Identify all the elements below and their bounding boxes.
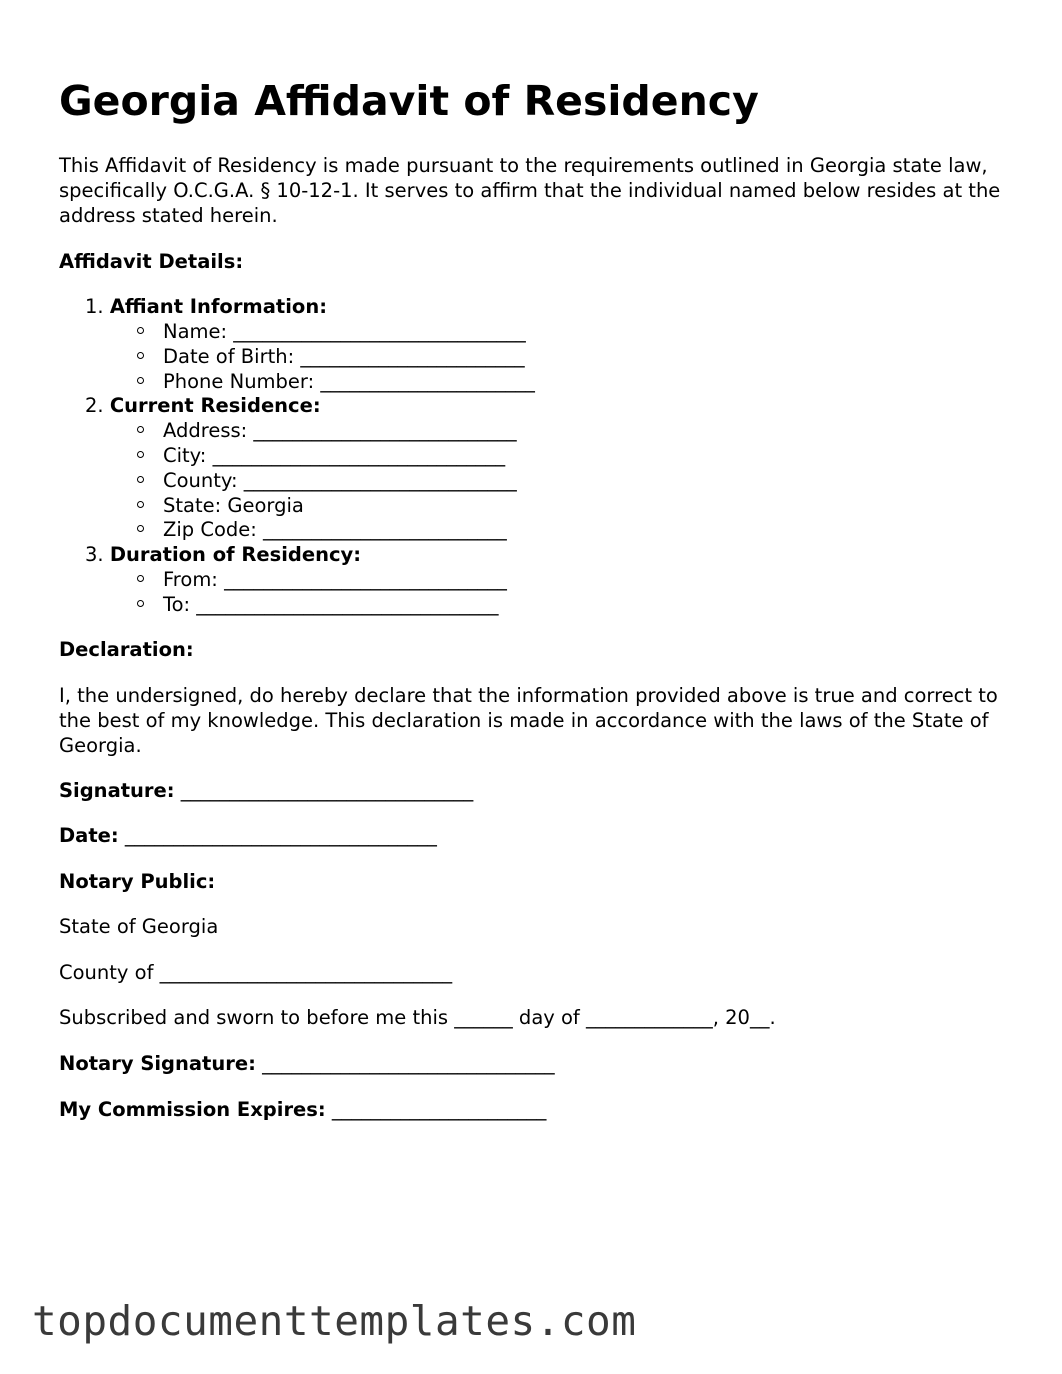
field-text: Zip Code: _________________________ (163, 518, 507, 541)
circle-bullet-icon (137, 451, 144, 458)
circle-bullet-icon (137, 426, 144, 433)
field-address (137, 418, 517, 443)
notary-signature-label: Notary Signature: (59, 1052, 256, 1075)
commission-expires-line (59, 1097, 546, 1122)
commission-blank: ______________________ (331, 1098, 547, 1121)
section-label: Current Residence: (109, 394, 321, 417)
field-state (137, 493, 304, 518)
circle-bullet-icon (137, 377, 144, 384)
section-number: 3. (85, 543, 104, 566)
declaration-paragraph: I, the undersigned, do hereby declare that the information provided above is true and correct to the best of my knowledge. This declaration is made in accordance with the laws of the State of Georgia. (59, 684, 998, 757)
section-duration-of-residency (85, 542, 361, 567)
circle-bullet-icon (137, 476, 144, 483)
field-to (137, 592, 499, 617)
field-text: Name: ______________________________ (163, 320, 526, 343)
document-title: Georgia Affidavit of Residency (59, 77, 759, 125)
circle-bullet-icon (137, 327, 144, 334)
field-zip-code (137, 517, 507, 542)
circle-bullet-icon (137, 352, 144, 359)
notary-county: County of ______________________________ (59, 961, 453, 984)
section-number: 1. (85, 295, 104, 318)
circle-bullet-icon (137, 501, 144, 508)
field-text: Phone Number: ______________________ (163, 370, 535, 393)
field-text: Address: ___________________________ (163, 419, 517, 442)
sworn-statement: Subscribed and sworn to before me this ______ day of _____________, 20__. (59, 1006, 776, 1029)
field-date-of-birth (137, 344, 525, 369)
field-text: City: ______________________________ (163, 444, 506, 467)
notary-state: State of Georgia (59, 915, 219, 938)
date-line (59, 823, 437, 848)
date-label: Date: (59, 824, 119, 847)
notary-signature-blank: ______________________________ (262, 1052, 555, 1075)
signature-blank: ______________________________ (180, 779, 474, 802)
site-watermark: topdocumenttemplates.com (32, 1297, 637, 1345)
field-text: Date of Birth: _______________________ (163, 345, 525, 368)
intro-paragraph: This Affidavit of Residency is made pursuant to the requirements outlined in Georgia state law, specifically O.C.G.A. § 10-12-1. It serves to affirm that the individual named below resides at the address stated herein. (59, 154, 1001, 227)
section-label: Duration of Residency: (109, 543, 362, 566)
section-current-residence (85, 393, 321, 418)
circle-bullet-icon (137, 600, 144, 607)
circle-bullet-icon (137, 525, 144, 532)
field-text: From: _____________________________ (163, 568, 507, 591)
signature-label: Signature: (59, 779, 175, 802)
commission-label: My Commission Expires: (59, 1098, 326, 1121)
field-name (137, 319, 526, 344)
field-city (137, 443, 505, 468)
section-number: 2. (85, 394, 104, 417)
date-blank: ________________________________ (124, 824, 437, 847)
field-text: To: _______________________________ (163, 593, 499, 616)
section-label: Affiant Information: (109, 295, 327, 318)
declaration-heading: Declaration: (59, 638, 194, 661)
field-text: County: ____________________________ (163, 469, 517, 492)
notary-signature-line (59, 1051, 555, 1076)
signature-line (59, 778, 473, 803)
details-heading: Affidavit Details: (59, 250, 244, 273)
field-phone-number (137, 369, 535, 394)
section-affiant-information (85, 294, 327, 319)
notary-heading: Notary Public: (59, 870, 216, 893)
circle-bullet-icon (137, 575, 144, 582)
field-text: State: Georgia (163, 494, 304, 517)
field-county (137, 468, 517, 493)
field-from (137, 567, 507, 592)
